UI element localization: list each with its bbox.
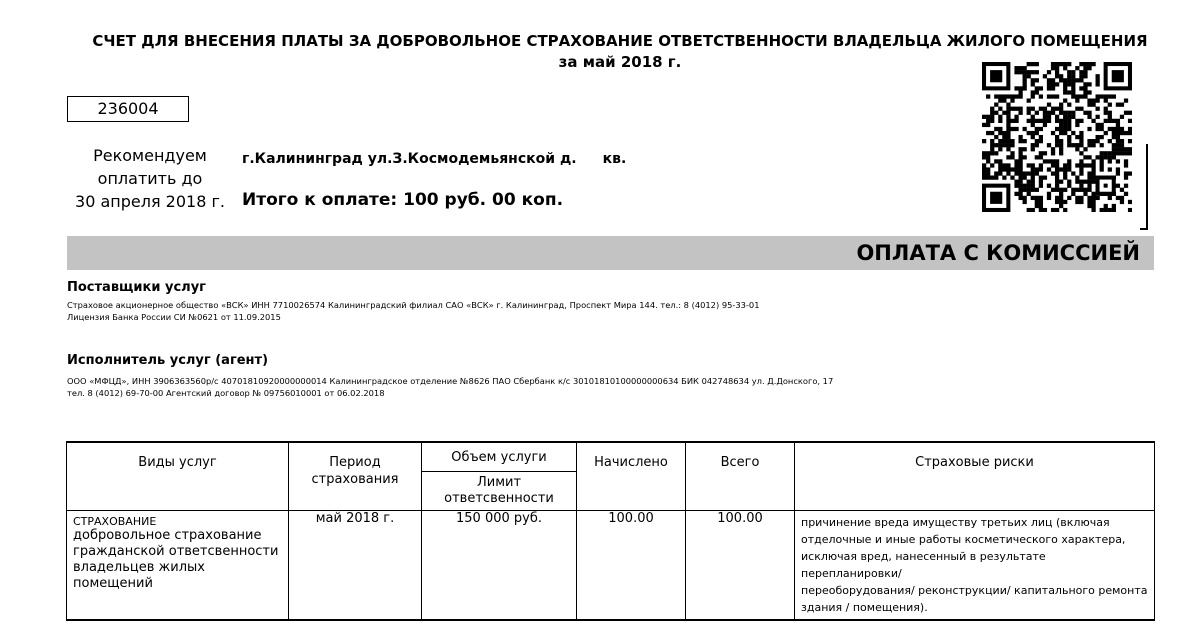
header-charged: Начислено xyxy=(577,442,686,511)
payment-deadline-line1: Рекомендуем xyxy=(93,146,207,165)
service-line3: владельцев жилых помещений xyxy=(73,560,205,591)
corner-mark xyxy=(1140,144,1148,230)
suppliers-line1: Страховое акционерное общество «ВСК» ИНН 7710026574 Калининградский филиал САО «ВСК» г. Калининград, Проспект Мира 144. тел.: 8 (4012) 95-33-01 xyxy=(67,300,760,310)
table-row xyxy=(67,511,1155,621)
suppliers-details xyxy=(67,300,760,323)
table-header-row xyxy=(67,442,1155,511)
agent-line2: тел. 8 (4012) 69-70-00 Агентский договор № 09756010001 от 06.02.2018 xyxy=(67,387,385,398)
address xyxy=(242,149,626,169)
address-apartment: кв. xyxy=(602,151,627,167)
service-caption: СТРАХОВАНИЕ xyxy=(73,515,157,528)
account-number: 236004 xyxy=(67,96,189,122)
invoice-title-line2: за май 2018 г. xyxy=(558,53,682,71)
suppliers-line2: Лицензия Банка России СИ №0621 от 11.09.2015 xyxy=(67,311,281,322)
risk-line5: здания / помещения). xyxy=(801,601,928,614)
agent-line1: ООО «МФЦД», ИНН 3906363560р/с 40701810920000000014 Калининградское отделение №8626 ПАО Сбербанк к/с 30101810100000000634 БИК 042748634 ул. Д.Донского, 17 xyxy=(67,376,834,386)
header-limit-line2: ответсвенности xyxy=(444,491,554,506)
service-line1: добровольное страхование xyxy=(73,528,262,543)
payment-deadline-line2: оплатить до xyxy=(97,169,203,188)
cell-charged: 100.00 xyxy=(577,511,686,621)
cell-limit: 150 000 руб. xyxy=(422,511,577,621)
payment-deadline-date: 30 апреля 2018 г. xyxy=(75,192,225,211)
header-period-line2: страхования xyxy=(311,472,399,487)
suppliers-heading: Поставщики услуг xyxy=(67,280,206,295)
payment-deadline xyxy=(60,144,240,213)
cell-total: 100.00 xyxy=(686,511,795,621)
risk-line1: причинение вреда имуществу третьих лиц (включая xyxy=(801,516,1110,529)
service-line2: гражданской ответсвенности xyxy=(73,544,279,559)
header-risks: Страховые риски xyxy=(795,442,1155,511)
header-volume xyxy=(422,442,577,511)
cell-risks xyxy=(795,511,1155,621)
agent-details xyxy=(67,376,833,399)
header-period xyxy=(289,442,422,511)
cell-service xyxy=(67,511,289,621)
risk-line3: исключая вред, нанесенный в результате перепланировки/ xyxy=(801,550,1046,580)
risk-line4: переоборудования/ реконструкции/ капитального ремонта xyxy=(801,584,1148,597)
risk-line2: отделочные и иные работы косметического характера, xyxy=(801,533,1126,546)
header-limit xyxy=(422,472,576,510)
agent-heading: Исполнитель услуг (агент) xyxy=(67,353,269,368)
total-due: Итого к оплате: 100 руб. 00 коп. xyxy=(242,190,564,210)
header-period-line1: Период xyxy=(329,455,381,470)
payment-banner-label: ОПЛАТА С КОМИССИЕЙ xyxy=(856,241,1140,265)
header-total: Всего xyxy=(686,442,795,511)
header-service-type: Виды услуг xyxy=(67,442,289,511)
header-volume-label: Объем услуги xyxy=(422,443,576,472)
invoice-title-line1: СЧЕТ ДЛЯ ВНЕСЕНИЯ ПЛАТЫ ЗА ДОБРОВОЛЬНОЕ СТРАХОВАНИЕ ОТВЕТСТВЕННОСТИ ВЛАДЕЛЬЦА ЖИЛОГО ПОМЕЩЕНИЯ xyxy=(92,32,1148,50)
header-limit-line1: Лимит xyxy=(476,475,522,490)
cell-period: май 2018 г. xyxy=(289,511,422,621)
address-street: г.Калининград ул.З.Космодемьянской д. xyxy=(242,151,577,167)
payment-banner xyxy=(67,236,1154,270)
qr-code-icon xyxy=(982,62,1132,212)
services-table xyxy=(66,441,1155,621)
